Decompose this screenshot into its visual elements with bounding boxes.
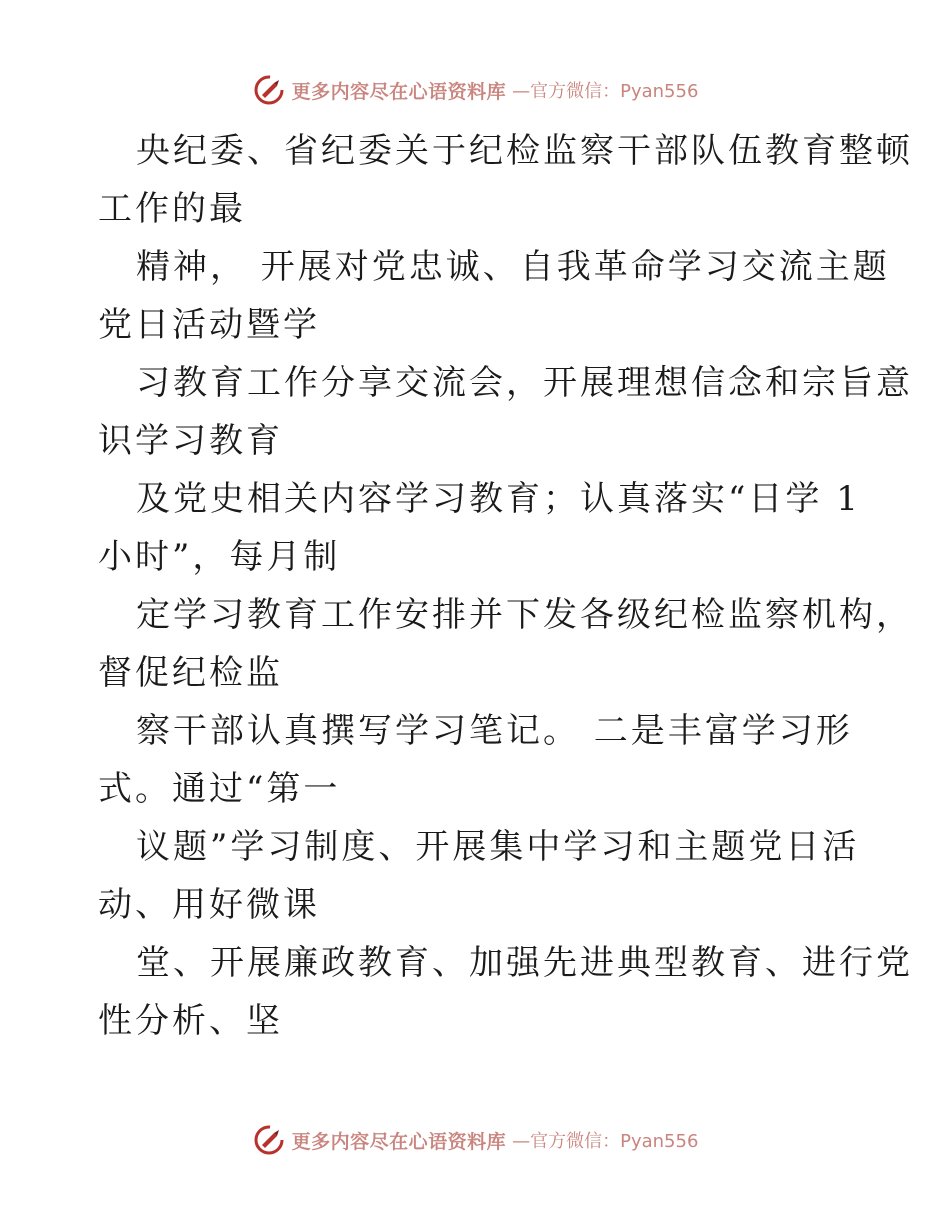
document-body	[98, 122, 913, 1050]
body-line: 习教育工作分享交流会，开展理想信念和宗旨意	[136, 363, 913, 403]
pen-nib-swirl-icon	[252, 73, 286, 107]
footer-banner-title: 更多内容尽在心语资料库	[291, 1130, 507, 1153]
body-line: 及党史相关内容学习教育；认真落实“日学 1	[136, 479, 861, 519]
body-line: 党日活动暨学	[98, 305, 320, 345]
header-banner-title: 更多内容尽在心语资料库	[291, 80, 507, 103]
body-line: 央纪委、省纪委关于纪检监察干部队伍教育整顿	[136, 131, 913, 171]
body-line: 工作的最	[98, 189, 246, 229]
body-line: 察干部认真撰写学习笔记。 二是丰富学习形	[136, 711, 853, 751]
body-line: 堂、开展廉政教育、加强先进典型教育、进行党	[136, 943, 913, 983]
body-line: 小时”，每月制	[98, 537, 341, 577]
pen-nib-swirl-icon	[252, 1123, 286, 1157]
body-line: 性分析、坚	[98, 1001, 283, 1041]
footer-banner	[0, 1118, 950, 1162]
header-banner-wechat: —官方微信：Pyan556	[512, 81, 699, 102]
header-banner	[0, 68, 950, 112]
body-line: 精神， 开展对党忠诚、自我革命学习交流主题	[136, 247, 890, 287]
body-line: 定学习教育工作安排并下发各级纪检监察机构，	[136, 595, 913, 635]
footer-banner-wechat: —官方微信：Pyan556	[512, 1131, 699, 1152]
body-line: 议题”学习制度、开展集中学习和主题党日活	[136, 827, 860, 867]
body-line: 动、用好微课	[98, 885, 320, 925]
body-line: 识学习教育	[98, 421, 283, 461]
body-line: 督促纪检监	[98, 653, 283, 693]
body-line: 式。通过“第一	[98, 769, 341, 809]
